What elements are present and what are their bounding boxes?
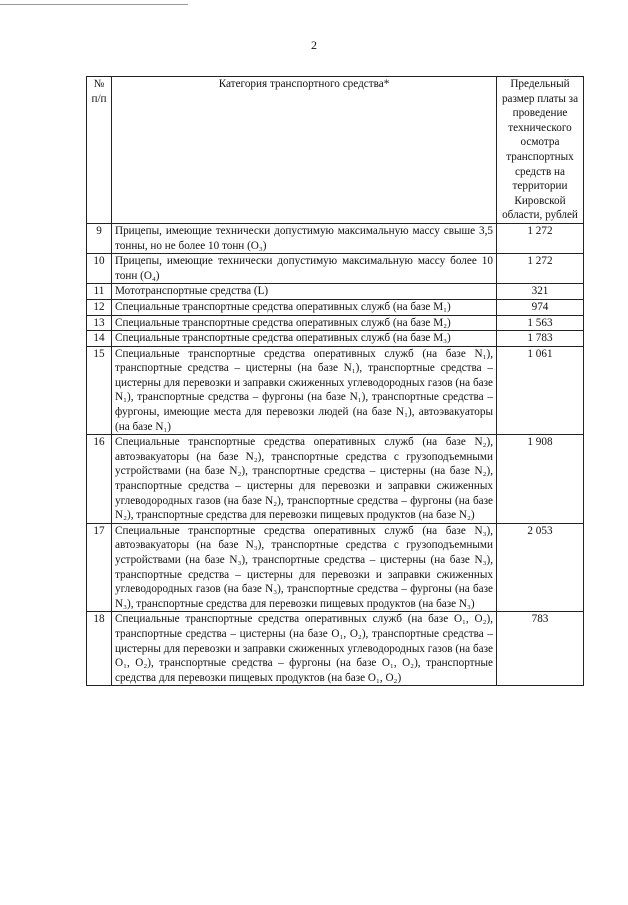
row-category: Специальные транспортные средства оперативных служб (на базе O₁, O₂), транспортные средства – цистерны (на базе O₁, O₂), транспортные средства – цистерны для перевозки и заправки сжиженных углеводородных газов (на базе O₁, O₂), транспортные средства – фургоны (на базе O₁, O₂), транспортные средства для перевозки пищевых продуктов (на базе O₁, O₂) (112, 612, 497, 686)
header-number: № п/п (87, 77, 112, 224)
header-rule (0, 4, 188, 5)
row-price: 1 061 (497, 346, 584, 435)
row-price: 1 272 (497, 223, 584, 253)
row-price: 1 563 (497, 315, 584, 331)
row-number: 16 (87, 435, 112, 524)
table-row (87, 284, 584, 300)
table-row (87, 223, 584, 253)
row-number: 13 (87, 315, 112, 331)
row-category: Специальные транспортные средства оперативных служб (на базе N₁), транспортные средства – цистерны (на базе N₁), транспортные средства – цистерны для перевозки и заправки сжиженных углеводородных газов (на базе N₁), транспортные средства – фургоны (на базе N₁), транспортные средства – фургоны, имеющие места для перевозки людей (на базе N₁), автоэвакуаторы (на базе N₁) (112, 346, 497, 435)
row-number: 15 (87, 346, 112, 435)
row-category: Прицепы, имеющие технически допустимую максимальную массу более 10 тонн (O₄) (112, 254, 497, 284)
row-category: Специальные транспортные средства оперативных служб (на базе M₃) (112, 331, 497, 347)
page-number: 2 (311, 38, 317, 52)
row-category: Мототранспортные средства (L) (112, 284, 497, 300)
row-number: 10 (87, 254, 112, 284)
row-category: Специальные транспортные средства оперативных служб (на базе N₃), автоэвакуаторы (на базе N₃), транспортные средства с грузоподъемными устройствами (на базе N₃), транспортные средства – цистерны (на базе N₃), транспортные средства – цистерны для перевозки и заправки сжиженных углеводородных газов (на базе N₃), транспортные средства – фургоны (на базе N₃), транспортные средства для перевозки пищевых продуктов (на базе N₃) (112, 523, 497, 612)
row-number: 17 (87, 523, 112, 612)
table-row (87, 346, 584, 435)
table-row (87, 435, 584, 524)
table-row (87, 331, 584, 347)
table-header-row (87, 77, 584, 224)
row-number: 11 (87, 284, 112, 300)
row-number: 14 (87, 331, 112, 347)
table-row (87, 612, 584, 686)
row-number: 18 (87, 612, 112, 686)
row-category: Специальные транспортные средства оперативных служб (на базе M₂) (112, 315, 497, 331)
row-category: Специальные транспортные средства оперативных служб (на базе N₂), автоэвакуаторы (на базе N₂), транспортные средства с грузоподъемными устройствами (на базе N₂), транспортные средства – цистерны (на базе N₂), транспортные средства – цистерны для перевозки и заправки сжиженных углеводородных газов (на базе N₂), транспортные средства – фургоны (на базе N₂), транспортные средства для перевозки пищевых продуктов (на базе N₂) (112, 435, 497, 524)
table-row (87, 315, 584, 331)
row-category: Прицепы, имеющие технически допустимую максимальную массу свыше 3,5 тонны, но не более 10 тонн (O₃) (112, 223, 497, 253)
table-row (87, 254, 584, 284)
row-number: 9 (87, 223, 112, 253)
table-row (87, 299, 584, 315)
row-number: 12 (87, 299, 112, 315)
inspection-fee-table (86, 76, 584, 686)
row-category: Специальные транспортные средства оперативных служб (на базе M₁) (112, 299, 497, 315)
header-category: Категория транспортного средства* (112, 77, 497, 224)
row-price: 783 (497, 612, 584, 686)
row-price: 2 053 (497, 523, 584, 612)
row-price: 1 272 (497, 254, 584, 284)
row-price: 1 783 (497, 331, 584, 347)
table-row (87, 523, 584, 612)
header-price: Предельный размер платы за проведение технического осмотра транспортных средств на территории Кировской области, рублей (497, 77, 584, 224)
row-price: 974 (497, 299, 584, 315)
row-price: 1 908 (497, 435, 584, 524)
row-price: 321 (497, 284, 584, 300)
